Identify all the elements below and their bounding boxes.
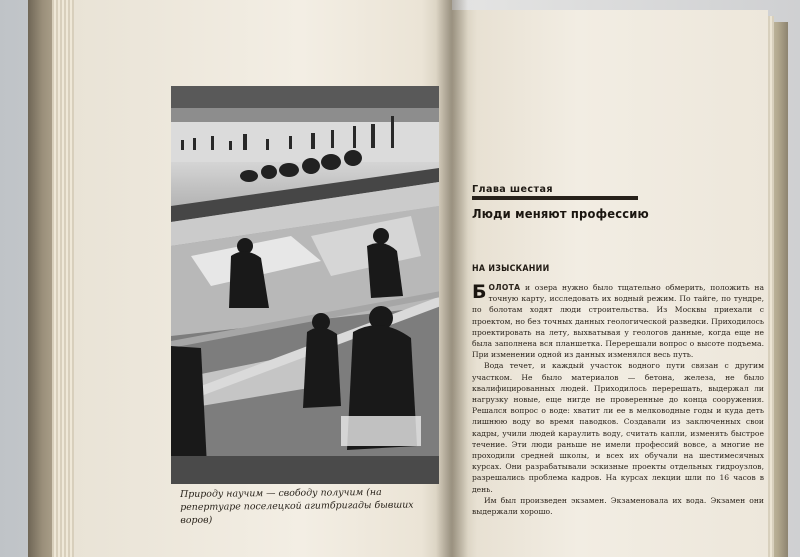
body-text: [472, 282, 764, 517]
drop-cap: Б: [472, 281, 487, 303]
first-word: ОЛОТА: [488, 283, 521, 292]
chapter-title: Люди меняют профессию: [472, 206, 649, 221]
photo-scene: [171, 86, 439, 484]
chapter-number: Глава шестая: [472, 184, 553, 195]
paragraph-1: [472, 282, 764, 360]
chapter-page: [472, 0, 762, 557]
photo-caption: Природу научим — свободу получим (на репертуаре поселецкой агитбригады бывших воров): [180, 486, 414, 526]
chapter-rule: [472, 196, 638, 200]
paragraph-1-text: и озера нужно было тщательно обмерить, положить на точную карту, исследовать их водный режим. По тайге, по тундре, по болотам ходят люди строительства. Из Москвы приехали с проектом, но без точных данных геологической разведки. Приходилось проектировать на лету, выхватывая у геологов данные, когда еще не была заполнена вся планшетка. Перерешали вопрос о высоте подъема. При изменении одной из данных изменялся весь путь.: [472, 283, 764, 360]
section-heading: НА ИЗЫСКАНИИ: [472, 264, 550, 274]
paragraph-2: Вода течет, и каждый участок водного пути связан с другим участком. Не было материалов — бетона, железа, не было квалифицированных людей. Приходилось перерешать, выдержал ли нагрузку новые, еще нигде не проверенные до конца сооружения. Решался вопрос о воде: хватит ли ее в мелководные годы и куда деть лишнюю воду во время паводков. Создавали из заключенных свои кадры, учили людей караулить воду, считать капли, изменять быстрое течение. Эти люди раньше не имели профессий вовсе, а многие не проходили средней школы, и всех их обучали на шестимесячных курсах. Они разрабатывали эскизные проекты отдельных гидроузлов, разрешались проблема кадров. На курсах лекции шли по 16 часов в день.: [472, 361, 764, 494]
book-gutter: [436, 0, 468, 557]
paragraph-3: Им был произведен экзамен. Экзаменовала их вода. Экзамен они выдержали хорошо.: [472, 495, 764, 517]
photograph-construction-workers: [171, 86, 439, 484]
